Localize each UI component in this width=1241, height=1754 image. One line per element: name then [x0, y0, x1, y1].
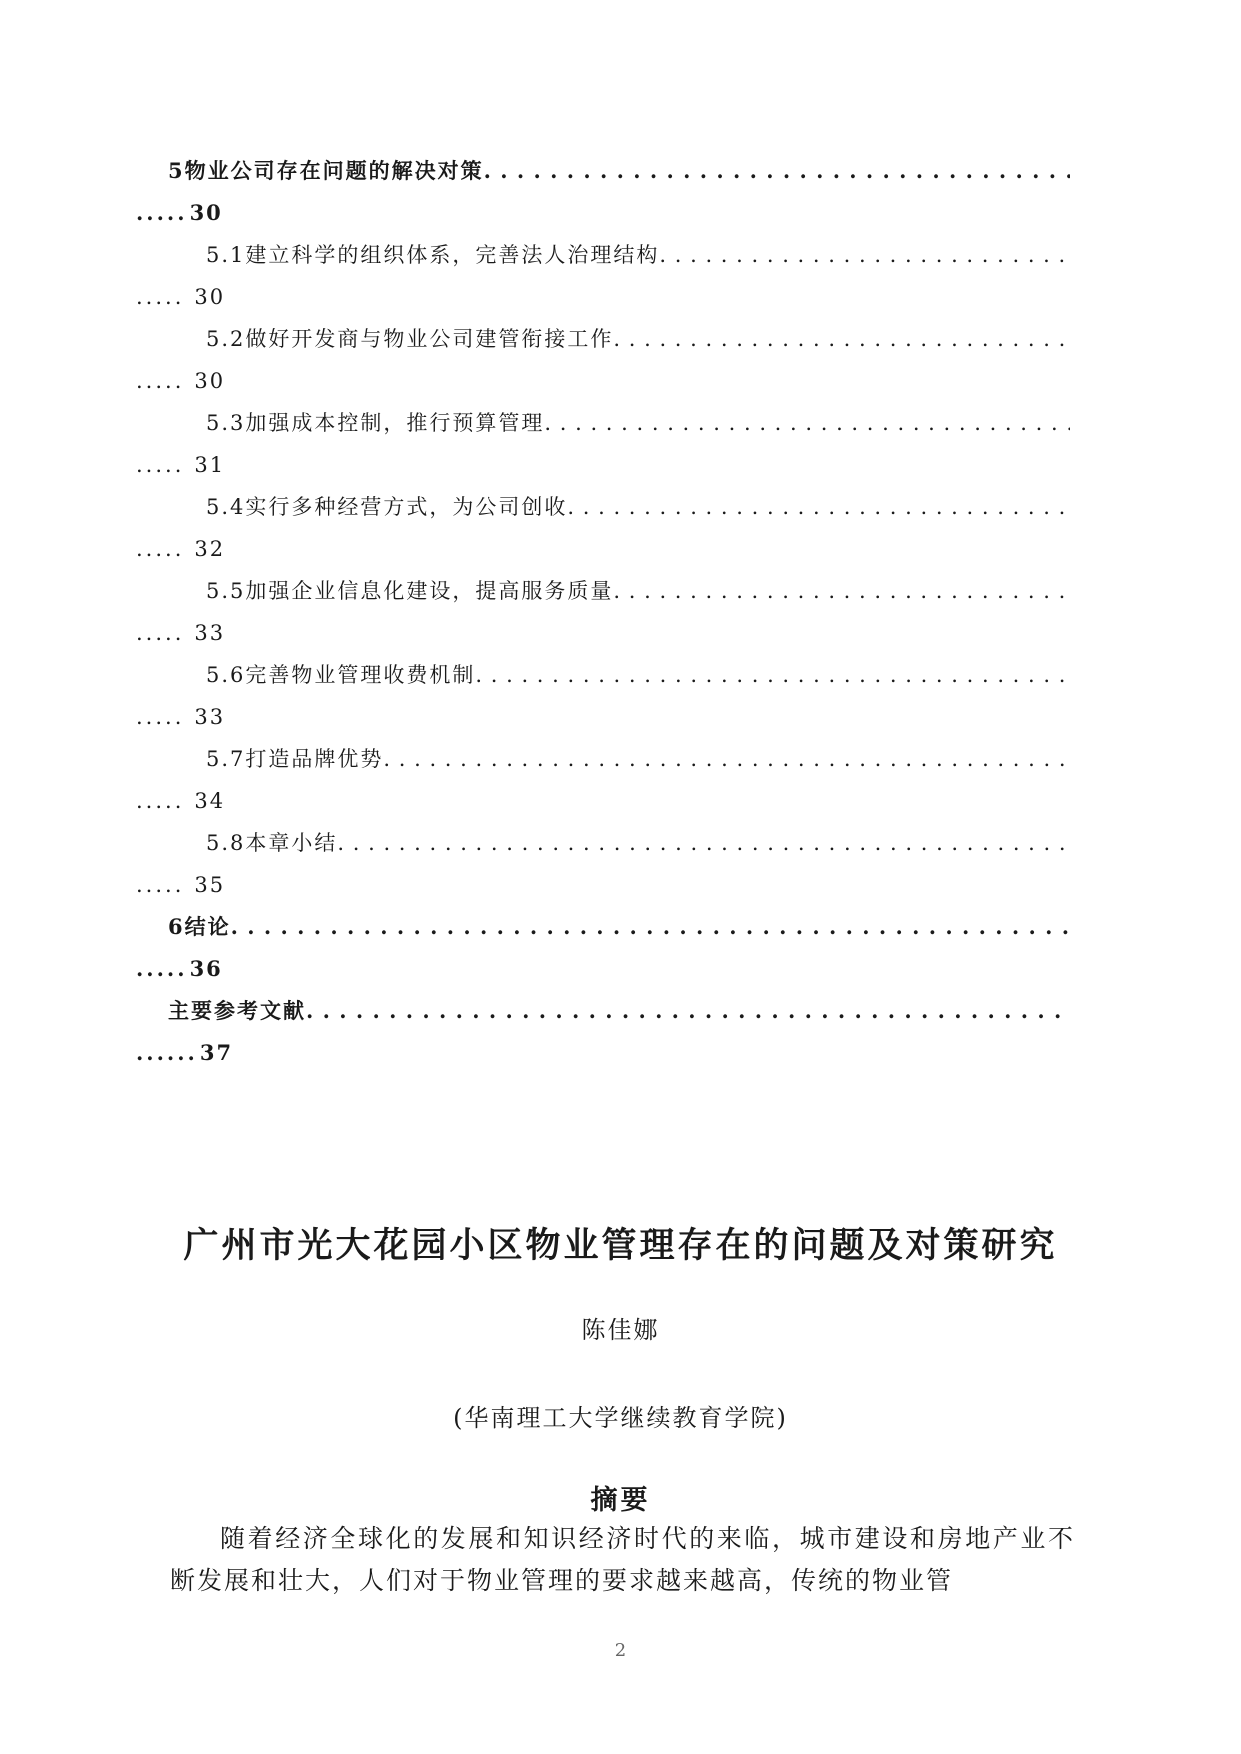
toc-entry-label: 5.5加强企业信息化建设，提高服务质量	[206, 579, 614, 603]
toc-entry[interactable]: 5.7打造品牌优势 . . . ..... 34	[168, 738, 1070, 822]
toc-entry-label: 5物业公司存在问题的解决对策	[168, 158, 484, 183]
toc-entry-page: 33	[194, 705, 226, 729]
toc-entry-page: 30	[189, 200, 223, 225]
toc-entry[interactable]: 主要参考文献 . . . ......37	[168, 990, 1070, 1074]
paper-affiliation: (华南理工大学继续教育学院)	[453, 1404, 788, 1432]
toc-entry[interactable]: 5.6完善物业管理收费机制 . . . ..... 33	[168, 654, 1070, 738]
toc-entry[interactable]: 5.3加强成本控制，推行预算管理 . . . ..... 31	[168, 402, 1070, 486]
toc-entry-label: 5.4实行多种经营方式，为公司创收	[206, 495, 568, 519]
toc-entry-page: 37	[199, 1040, 234, 1065]
paper-author: 陈佳娜	[581, 1316, 660, 1344]
toc-entry-page: 36	[189, 956, 223, 981]
toc-entry-label: 5.1建立科学的组织体系，完善法人治理结构	[206, 243, 660, 267]
toc-entry[interactable]: 5.8本章小结 . . . ..... 35	[168, 822, 1070, 906]
toc-entry-label: 5.8本章小结	[206, 831, 338, 855]
toc-entry-page: 32	[194, 537, 226, 561]
toc-entry-page: 30	[194, 285, 226, 309]
toc-entry-label: 6结论	[168, 914, 231, 939]
toc-entry-page: 34	[194, 789, 226, 813]
toc-entry-page: 33	[194, 621, 226, 645]
toc-entry[interactable]: 5.4实行多种经营方式，为公司创收 . . . ..... 32	[168, 486, 1070, 570]
toc-entry[interactable]: 5.5加强企业信息化建设，提高服务质量 . . . ..... 33	[168, 570, 1070, 654]
toc-entry[interactable]: 5.1建立科学的组织体系，完善法人治理结构 . . . ..... 30	[168, 234, 1070, 318]
toc-entry-label: 5.7打造品牌优势	[206, 747, 384, 771]
toc-entry-label: 5.2做好开发商与物业公司建管衔接工作	[206, 327, 614, 351]
toc-entry-label: 主要参考文献	[168, 998, 306, 1023]
abstract-heading: 摘要	[590, 1485, 651, 1516]
toc-entry[interactable]: 6结论 . . . .....36	[168, 906, 1070, 990]
table-of-contents	[136, 150, 1070, 1074]
toc-entry-page: 35	[194, 873, 226, 897]
toc-entry-label: 5.6完善物业管理收费机制	[206, 663, 476, 687]
toc-entry-page: 31	[194, 453, 226, 477]
toc-entry-page: 30	[194, 369, 226, 393]
page-number: 2	[614, 1640, 627, 1661]
toc-entry-label: 5.3加强成本控制，推行预算管理	[206, 411, 545, 435]
toc-entry[interactable]: 5.2做好开发商与物业公司建管衔接工作 . . . ..... 30	[168, 318, 1070, 402]
toc-entry[interactable]: 5物业公司存在问题的解决对策 . . . .....30	[168, 150, 1070, 234]
paper-title: 广州市光大花园小区物业管理存在的问题及对策研究	[183, 1225, 1058, 1266]
abstract-body: 随着经济全球化的发展和知识经济时代的来临，城市建设和房地产业不断发展和壮大，人们对于物业管理的要求越来越高，传统的物业管	[170, 1524, 1075, 1595]
